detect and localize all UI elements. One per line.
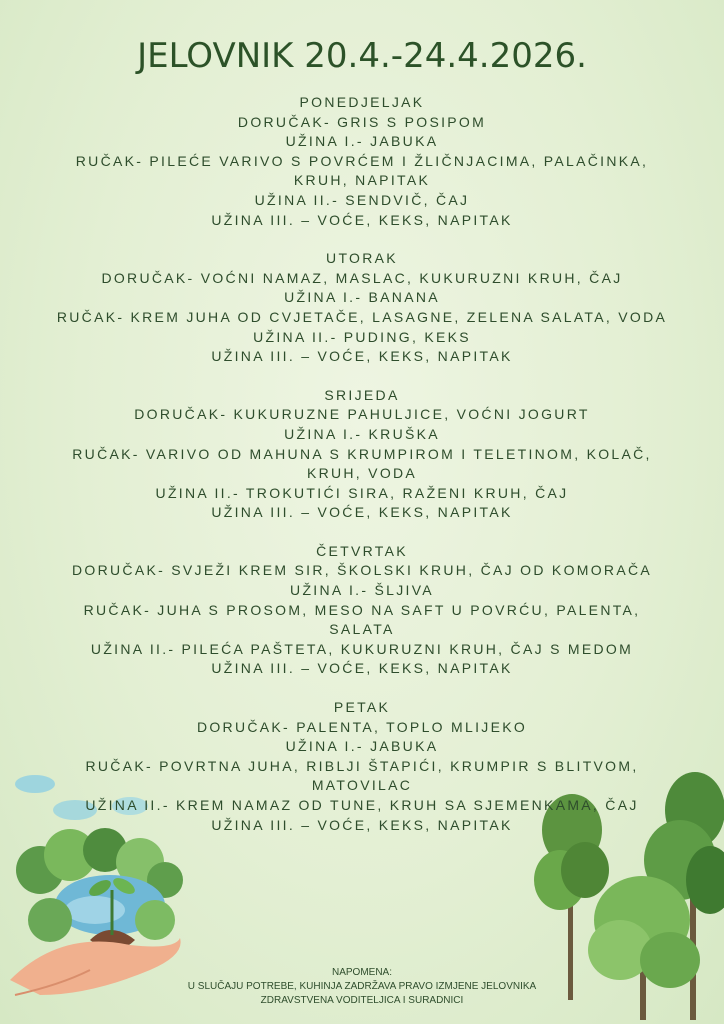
menu-line: UŽINA I.- BANANA xyxy=(284,289,440,306)
day-tuesday xyxy=(40,249,684,367)
note-heading: NAPOMENA: xyxy=(331,967,392,978)
menu-line: UŽINA I.- ŠLJIVA xyxy=(290,582,434,599)
menu-line: RUČAK- KREM JUHA OD CVJETAČE, LASAGNE, ZELENA SALATA, VODA xyxy=(56,308,668,325)
menu-line: UŽINA I.- KRUŠKA xyxy=(284,425,440,442)
menu-line: UŽINA II.- TROKUTIĆI SIRA, RAŽENI KRUH, ČAJ xyxy=(155,484,569,501)
menu-line: DORUČAK- GRIS S POSIPOM xyxy=(237,113,487,130)
page-title: JELOVNIK 20.4.-24.4.2026. xyxy=(137,36,587,76)
menu-list xyxy=(40,93,684,854)
menu-line: UŽINA II.- PUDING, KEKS xyxy=(253,328,471,345)
menu-line: RUČAK- VARIVO OD MAHUNA S KRUMPIROM I TELETINOM, KOLAČ, xyxy=(72,445,652,462)
menu-line: RUČAK- POVRTNA JUHA, RIBLJI ŠTAPIĆI, KRUMPIR S BLITVOM, xyxy=(85,757,639,774)
menu-line: UŽINA II.- KREM NAMAZ OD TUNE, KRUH SA SJEMENKAMA, ČAJ xyxy=(85,797,639,813)
menu-line: UŽINA I.- JABUKA xyxy=(285,133,439,150)
menu-line: RUČAK- JUHA S PROSOM, MESO NA SAFT U POVRĆU, PALENTA, xyxy=(83,601,641,618)
menu-line: RUČAK- PILEĆE VARIVO S POVRĆEM I ŽLIČNJACIMA, PALAČINKA, xyxy=(75,152,649,169)
menu-line: MATOVILAC xyxy=(311,777,413,794)
menu-line: DORUČAK- PALENTA, TOPLO MLIJEKO xyxy=(196,718,528,735)
menu-line: DORUČAK- KUKURUZNE PAHULJICE, VOĆNI JOGURT xyxy=(134,406,590,423)
menu-line: UŽINA III. – VOĆE, KEKS, NAPITAK xyxy=(211,660,513,677)
day-name: ČETVRTAK xyxy=(316,542,408,559)
menu-line: KRUH, NAPITAK xyxy=(293,172,431,189)
menu-line: DORUČAK- VOĆNI NAMAZ, MASLAC, KUKURUZNI KRUH, ČAJ xyxy=(101,269,623,286)
note-line: ZDRAVSTVENA VODITELJICA I SURADNICI xyxy=(260,995,464,1006)
menu-line: UŽINA II.- SENDVIČ, ČAJ xyxy=(254,191,470,208)
day-name: PONEDJELJAK xyxy=(299,94,425,110)
menu-line: KRUH, VODA xyxy=(306,465,418,482)
menu-line: UŽINA I.- JABUKA xyxy=(285,738,439,755)
day-friday xyxy=(40,698,684,835)
day-thursday xyxy=(40,542,684,679)
menu-line: UŽINA III. – VOĆE, KEKS, NAPITAK xyxy=(211,348,513,365)
day-name: SRIJEDA xyxy=(324,386,400,403)
day-name: PETAK xyxy=(333,699,391,716)
day-wednesday xyxy=(40,386,684,523)
footer-note xyxy=(0,966,724,1008)
menu-line: UŽINA III. – VOĆE, KEKS, NAPITAK xyxy=(211,816,513,833)
menu-line: SALATA xyxy=(329,621,395,638)
note-line: U SLUČAJU POTREBE, KUHINJA ZADRŽAVA PRAVO IZMJENE JELOVNIKA xyxy=(187,981,537,992)
day-name: UTORAK xyxy=(326,250,398,267)
menu-line: UŽINA II.- PILEĆA PAŠTETA, KUKURUZNI KRUH, ČAJ S MEDOM xyxy=(90,640,634,657)
menu-line: UŽINA III. – VOĆE, KEKS, NAPITAK xyxy=(211,504,513,521)
menu-line: DORUČAK- SVJEŽI KREM SIR, ŠKOLSKI KRUH, ČAJ OD KOMORAČA xyxy=(71,562,653,579)
menu-line: UŽINA III. – VOĆE, KEKS, NAPITAK xyxy=(211,211,513,228)
day-monday xyxy=(40,93,684,230)
